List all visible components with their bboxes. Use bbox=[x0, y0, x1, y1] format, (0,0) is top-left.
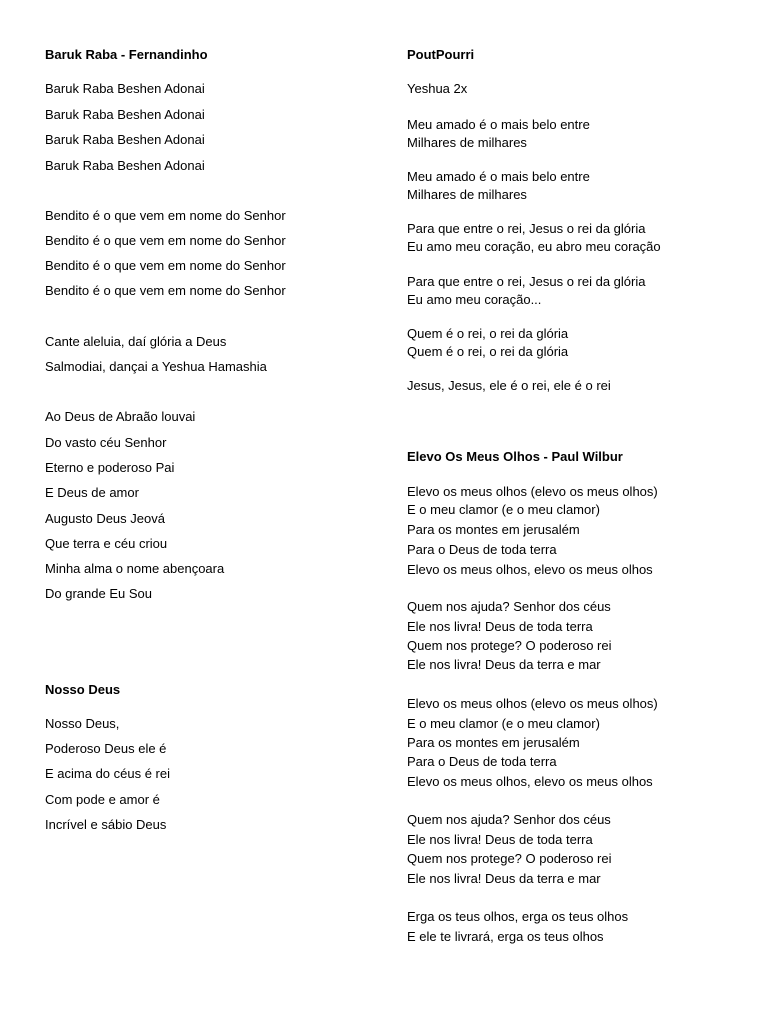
lyric-line: Milhares de milhares bbox=[407, 187, 527, 202]
lyric-line: Erga os teus olhos, erga os teus olhos bbox=[407, 909, 629, 924]
song-title: Baruk Raba - Fernandinho bbox=[45, 47, 208, 62]
lyric-line: E acima do céus é rei bbox=[45, 766, 171, 781]
song-title: PoutPourri bbox=[407, 47, 475, 62]
lyric-line: Eu amo meu coração... bbox=[407, 292, 542, 307]
lyric-line: Nosso Deus, bbox=[45, 716, 120, 731]
lyric-line: Que terra e céu criou bbox=[45, 536, 168, 551]
lyric-line: Eterno e poderoso Pai bbox=[45, 460, 175, 475]
lyric-line: Quem é o rei, o rei da glória bbox=[407, 344, 569, 359]
lyric-line: Baruk Raba Beshen Adonai bbox=[45, 132, 205, 147]
lyric-line: Do grande Eu Sou bbox=[45, 586, 152, 601]
lyric-line: Bendito é o que vem em nome do Senhor bbox=[45, 258, 286, 273]
lyric-line: Elevo os meus olhos, elevo os meus olhos bbox=[407, 774, 653, 789]
lyric-line: Do vasto céu Senhor bbox=[45, 435, 167, 450]
lyric-line: Baruk Raba Beshen Adonai bbox=[45, 158, 205, 173]
lyric-line: Bendito é o que vem em nome do Senhor bbox=[45, 208, 286, 223]
lyric-line: Meu amado é o mais belo entre bbox=[407, 169, 590, 184]
lyric-line: E o meu clamor (e o meu clamor) bbox=[407, 502, 600, 517]
lyric-line: Milhares de milhares bbox=[407, 135, 527, 150]
lyric-line: Poderoso Deus ele é bbox=[45, 741, 167, 756]
lyric-line: Bendito é o que vem em nome do Senhor bbox=[45, 283, 286, 298]
song-title: Elevo Os Meus Olhos - Paul Wilbur bbox=[407, 449, 623, 464]
lyric-line: E Deus de amor bbox=[45, 485, 139, 500]
lyric-line: Augusto Deus Jeová bbox=[45, 511, 165, 526]
lyric-line: Eu amo meu coração, eu abro meu coração bbox=[407, 239, 661, 254]
lyric-line: Ele nos livra! Deus de toda terra bbox=[407, 832, 593, 847]
lyric-line: E o meu clamor (e o meu clamor) bbox=[407, 716, 600, 731]
lyric-line: Incrível e sábio Deus bbox=[45, 817, 167, 832]
lyric-line: Quem nos ajuda? Senhor dos céus bbox=[407, 599, 611, 614]
lyric-line: Para os montes em jerusalém bbox=[407, 735, 580, 750]
lyric-line: Para que entre o rei, Jesus o rei da glória bbox=[407, 274, 646, 289]
lyric-line: Jesus, Jesus, ele é o rei, ele é o rei bbox=[407, 378, 611, 393]
lyric-line: Ele nos livra! Deus da terra e mar bbox=[407, 657, 601, 672]
lyric-line: Quem é o rei, o rei da glória bbox=[407, 326, 569, 341]
lyric-line: Ele nos livra! Deus de toda terra bbox=[407, 619, 593, 634]
lyric-line: Elevo os meus olhos (elevo os meus olhos) bbox=[407, 484, 658, 499]
lyric-line: Yeshua 2x bbox=[407, 81, 468, 96]
lyric-line: Minha alma o nome abençoara bbox=[45, 561, 225, 576]
lyric-line: Elevo os meus olhos, elevo os meus olhos bbox=[407, 562, 653, 577]
lyric-line: Quem nos protege? O poderoso rei bbox=[407, 851, 612, 866]
song-title: Nosso Deus bbox=[45, 682, 121, 697]
lyric-line: Quem nos ajuda? Senhor dos céus bbox=[407, 812, 611, 827]
lyric-line: Cante aleluia, daí glória a Deus bbox=[45, 334, 227, 349]
lyric-line: Meu amado é o mais belo entre bbox=[407, 117, 590, 132]
lyric-line: Para que entre o rei, Jesus o rei da glória bbox=[407, 221, 646, 236]
lyric-line: Bendito é o que vem em nome do Senhor bbox=[45, 233, 286, 248]
lyric-line: Para o Deus de toda terra bbox=[407, 542, 557, 557]
lyric-line: Para o Deus de toda terra bbox=[407, 754, 557, 769]
lyric-line: Com pode e amor é bbox=[45, 792, 160, 807]
lyric-line: Salmodiai, dançai a Yeshua Hamashia bbox=[45, 359, 267, 374]
lyric-line: Quem nos protege? O poderoso rei bbox=[407, 638, 612, 653]
lyric-line: Ele nos livra! Deus da terra e mar bbox=[407, 871, 601, 886]
lyric-line: Baruk Raba Beshen Adonai bbox=[45, 81, 205, 96]
lyric-line: Para os montes em jerusalém bbox=[407, 522, 580, 537]
lyric-line: E ele te livrará, erga os teus olhos bbox=[407, 929, 604, 944]
lyric-line: Baruk Raba Beshen Adonai bbox=[45, 107, 205, 122]
lyric-line: Elevo os meus olhos (elevo os meus olhos) bbox=[407, 696, 658, 711]
lyric-line: Ao Deus de Abraão louvai bbox=[45, 409, 196, 424]
